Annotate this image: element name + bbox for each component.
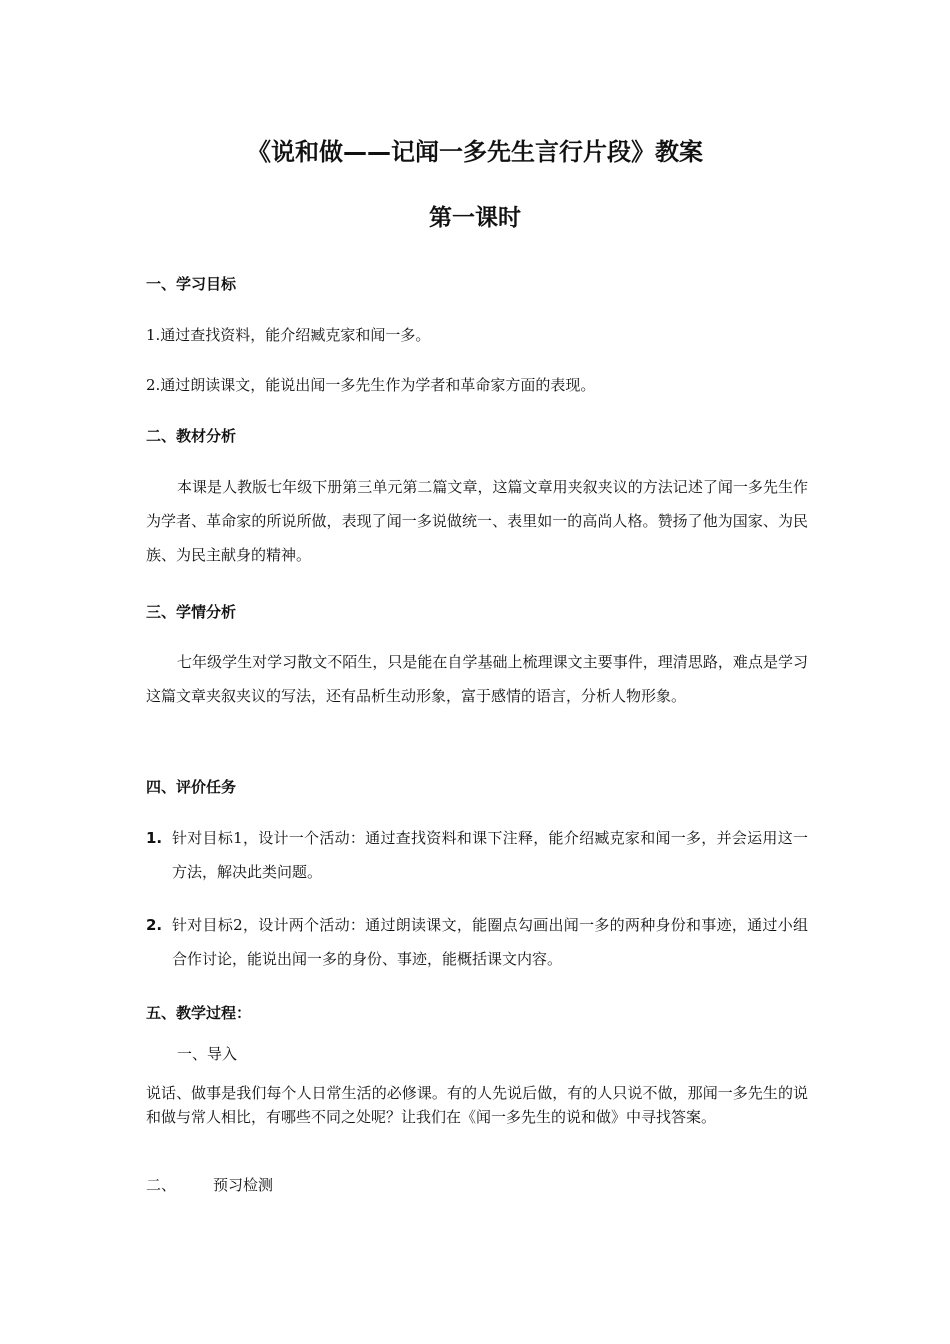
- section-heading-objectives: 一、学习目标: [146, 275, 237, 293]
- evaluation-task-number: 1.: [146, 829, 163, 847]
- step-preview-number: 二、: [146, 1176, 177, 1194]
- document-title: 《说和做——记闻一多先生言行片段》教案: [247, 138, 703, 166]
- objective-item-2: 2.通过朗读课文，能说出闻一多先生作为学者和革命家方面的表现。: [146, 376, 596, 394]
- document-subtitle: 第一课时: [429, 205, 521, 231]
- step-preview-label: 预习检测: [213, 1176, 274, 1194]
- evaluation-task-text: 针对目标2，设计两个活动：通过朗读课文，能圈点勾画出闻一多的两种身份和事迹，通过小组合作讨论，能说出闻一多的身份、事迹，能概括课文内容。: [172, 916, 808, 968]
- evaluation-task-number: 2.: [146, 916, 163, 934]
- student-analysis-paragraph: 七年级学生对学习散文不陌生，只是能在自学基础上梳理课文主要事件，理清思路，难点是学习这篇文章夹叙夹议的写法，还有品析生动形象，富于感情的语言，分析人物形象。: [146, 653, 808, 705]
- section-heading-material-analysis: 二、教材分析: [146, 427, 237, 445]
- section-heading-student-analysis: 三、学情分析: [146, 603, 237, 621]
- section-heading-teaching-process: 五、教学过程：: [146, 1004, 252, 1022]
- step-introduction-label: 一、导入: [177, 1045, 238, 1063]
- objective-item-1: 1.通过查找资料，能介绍臧克家和闻一多。: [146, 326, 431, 344]
- evaluation-task-1: [146, 821, 808, 889]
- material-analysis-paragraph: 本课是人教版七年级下册第三单元第二篇文章，这篇文章用夹叙夹议的方法记述了闻一多先生作为学者、革命家的所说所做，表现了闻一多说做统一、表里如一的高尚人格。赞扬了他为国家、为民族、为民主献身的精神。: [146, 478, 808, 564]
- evaluation-task-text: 针对目标1，设计一个活动：通过查找资料和课下注释，能介绍臧克家和闻一多，并会运用这一方法，解决此类问题。: [172, 829, 808, 881]
- evaluation-task-2: [146, 908, 808, 976]
- section-heading-evaluation-tasks: 四、评价任务: [146, 778, 237, 796]
- step-introduction-text: 说话、做事是我们每个人日常生活的必修课。有的人先说后做，有的人只说不做，那闻一多先生的说和做与常人相比，有哪些不同之处呢？让我们在《闻一多先生的说和做》中寻找答案。: [146, 1084, 808, 1126]
